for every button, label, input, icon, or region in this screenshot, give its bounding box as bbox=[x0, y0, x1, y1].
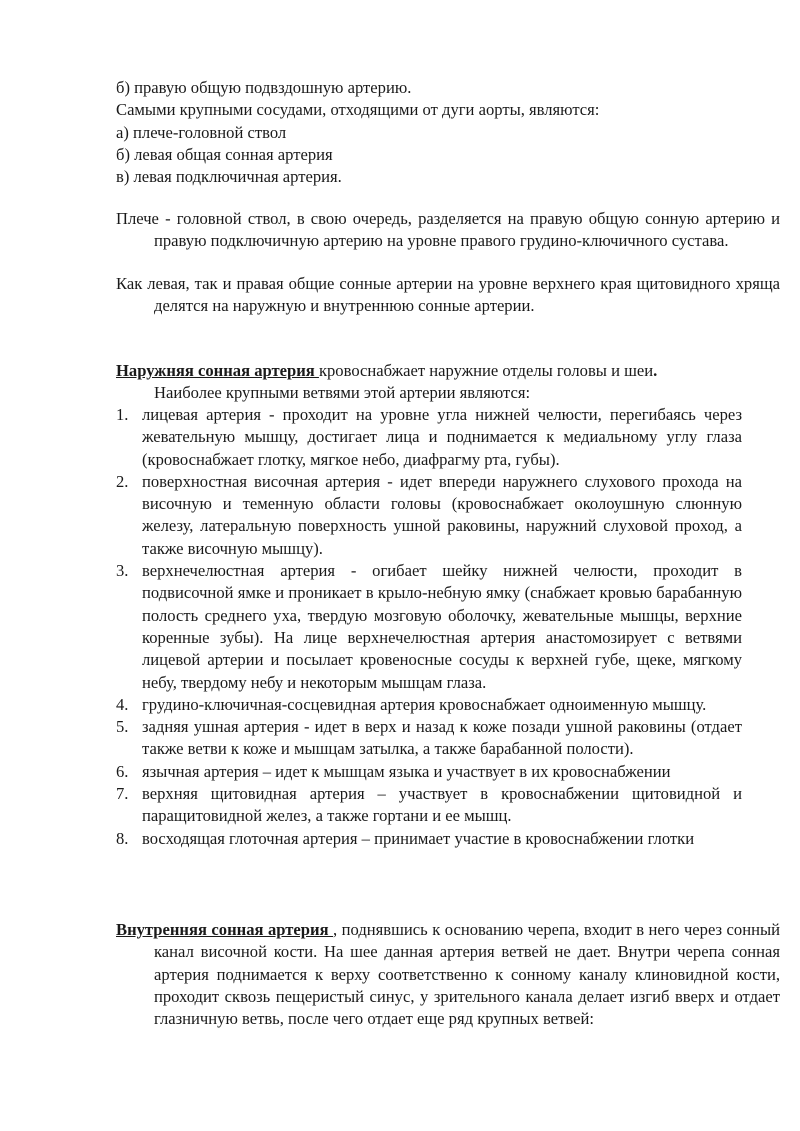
paragraph-common-carotid: Как левая, так и правая общие сонные артерии на уровне верхнего края щитовидного хряща делятся на наружную и внутреннюю сонные артерии. bbox=[116, 274, 780, 316]
text-line: б) правую общую подвздошную артерию. bbox=[116, 78, 412, 97]
internal-carotid-paragraph bbox=[116, 919, 780, 1030]
item-number: 2. bbox=[116, 471, 129, 491]
paragraph-text: , поднявшись к основанию черепа, входит в него через сонный канал височной кости. На шее данная артерия ветвей не дает. Внутри черепа сонная артерия поднимается к верху соответственно к сонному каналу клиновидной кости, проходит сквозь пещеристый синус, у зрительного канала делает изгиб вверх и отдает глазничную ветвь, после чего отдает еще ряд крупных ветвей: bbox=[154, 920, 781, 1029]
list-item bbox=[116, 716, 742, 761]
item-text: верхнечелюстная артерия - огибает шейку нижней челюсти, проходит в подвисочной ямке и проникает в крыло-небную ямку (снабжает кровью барабанную полость среднего уха, твердую мозговую оболочку, жевательные мышцы, верхние коренные зубы). На лице верхнечелюстная артерия анастомозирует с ветвями лицевой артерии и посылает кровеносные сосуды к верхней губе, щеке, мягкому небу, твердому небу и некоторым мышцам глаза. bbox=[142, 561, 742, 692]
text-line: а) плече-головной ствол bbox=[116, 122, 287, 142]
external-carotid-heading bbox=[116, 360, 756, 382]
heading-dot: . bbox=[653, 361, 658, 380]
list-item bbox=[116, 761, 742, 783]
text-line: в) левая подключичная артерия. bbox=[116, 167, 342, 187]
paragraph-brachiocephalic: Плече - головной ствол, в свою очередь, разделяется на правую общую сонную артерию и правую подключичную артерию на уровне правого грудино-ключичного сустава. bbox=[116, 209, 780, 251]
section-heading: Наружняя сонная артерия bbox=[116, 361, 319, 380]
list-item bbox=[116, 828, 742, 850]
heading-text: кровоснабжает наружние отделы головы и шеи bbox=[318, 361, 654, 380]
item-number: 7. bbox=[116, 784, 129, 804]
list-item bbox=[116, 560, 742, 694]
list-item bbox=[116, 471, 742, 560]
text-line: Самыми крупными сосудами, отходящими от дуги аорты, являются: bbox=[116, 100, 600, 120]
item-number: 6. bbox=[116, 761, 129, 781]
item-text: задняя ушная артерия - идет в верх и назад к коже позади ушной раковины (отдает также ветви к коже и мышцам затылка, а также барабанной полости). bbox=[142, 717, 742, 759]
item-text: язычная артерия – идет к мышцам языка и участвует в их кровоснабжении bbox=[142, 761, 671, 781]
text-line: б) левая общая сонная артерия bbox=[116, 144, 333, 164]
section-heading: Внутренняя сонная артерия bbox=[116, 920, 334, 939]
item-text: восходящая глоточная артерия – принимает участие в кровоснабжении глотки bbox=[142, 828, 695, 848]
item-number: 1. bbox=[116, 405, 129, 424]
external-carotid-intro: Наиболее крупными ветвями этой артерии являются: bbox=[154, 383, 531, 402]
item-number: 4. bbox=[116, 694, 129, 714]
item-number: 3. bbox=[116, 561, 129, 581]
item-number: 5. bbox=[116, 717, 129, 737]
intro-list bbox=[116, 77, 742, 188]
list-item bbox=[116, 404, 742, 471]
list-item bbox=[116, 694, 742, 716]
item-text: верхняя щитовидная артерия – участвует в кровоснабжении щитовидной и паращитовидной желез, а также гортани и ее мышц. bbox=[142, 784, 742, 826]
item-text: поверхностная височная артерия - идет впереди наружнего слухового прохода на височную и теменную области головы (кровоснабжает околоушную слюнную железу, латеральную поверхность ушной раковины, наружний слуховой проход, а также височную мышцу). bbox=[142, 471, 742, 558]
item-text: лицевая артерия - проходит на уровне угла нижней челюсти, перегибаясь через жевательную мышцу, достигает лица и поднимается к медиальному углу глаза (кровоснабжает глотку, мягкое небо, диафрагму рта, губы). bbox=[142, 405, 742, 469]
item-number: 8. bbox=[116, 828, 129, 848]
item-text: грудино-ключичная-сосцевидная артерия кровоснабжает одноименную мышцу. bbox=[142, 694, 707, 714]
external-carotid-branches bbox=[116, 404, 742, 850]
list-item bbox=[116, 783, 742, 828]
